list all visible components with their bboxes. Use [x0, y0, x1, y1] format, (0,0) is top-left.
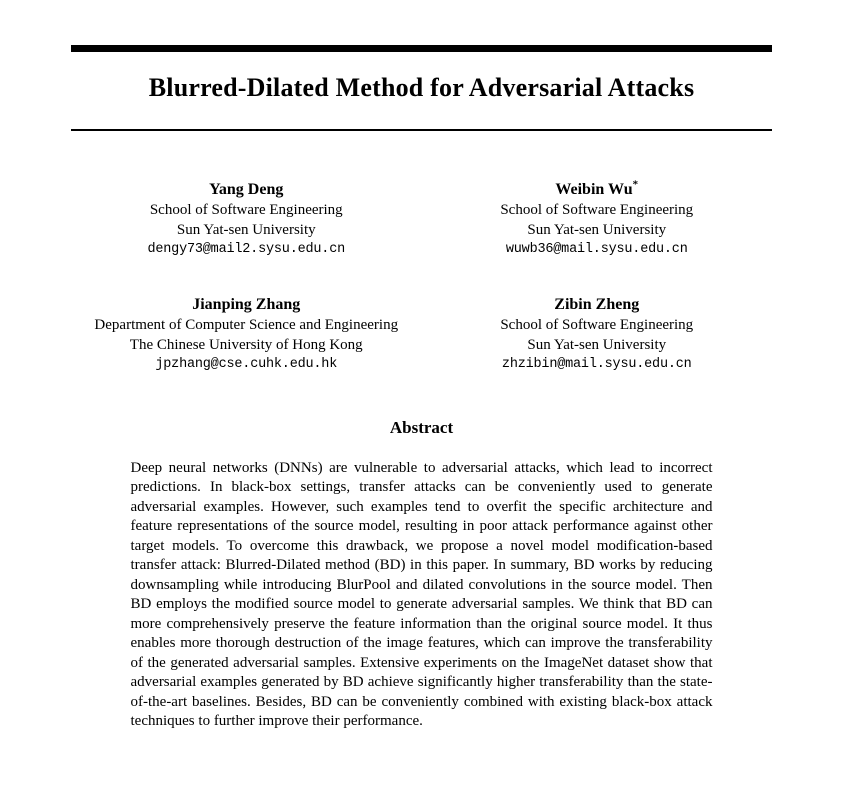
- author-email: dengy73@mail2.sysu.edu.cn: [147, 241, 346, 257]
- paper-page: [71, 0, 772, 732]
- author-name: [71, 180, 422, 200]
- author-department: School of Software Engineering: [500, 201, 694, 218]
- author-block-zibin-zheng: [422, 295, 773, 375]
- abstract-heading: Abstract: [389, 417, 454, 437]
- author-department: Department of Computer Science and Engineering: [94, 316, 399, 333]
- author-email: zhzibin@mail.sysu.edu.cn: [501, 356, 692, 372]
- author-name: [71, 295, 422, 315]
- paper-title: Blurred-Dilated Method for Adversarial Attacks: [148, 73, 695, 102]
- author-institution: Sun Yat-sen University: [527, 221, 667, 238]
- author-name-text: Zibin Zheng: [554, 295, 640, 313]
- author-name-text: Weibin Wu: [555, 180, 633, 198]
- author-email: jpzhang@cse.cuhk.edu.hk: [155, 356, 338, 372]
- author-name: [422, 180, 773, 200]
- authors-section: [71, 180, 772, 375]
- author-institution: The Chinese University of Hong Kong: [129, 336, 363, 353]
- author-note: *: [632, 178, 639, 191]
- top-rule: [71, 45, 772, 52]
- author-row: [71, 295, 772, 375]
- author-institution: Sun Yat-sen University: [527, 336, 667, 353]
- author-block-jianping-zhang: [71, 295, 422, 375]
- author-block-yang-deng: [71, 180, 422, 260]
- author-name-text: Yang Deng: [209, 180, 284, 198]
- author-name-text: Jianping Zhang: [192, 295, 301, 313]
- author-block-weibin-wu: [422, 180, 773, 260]
- author-row: [71, 180, 772, 260]
- title-rule: [71, 129, 772, 131]
- author-name: [422, 295, 773, 315]
- author-department: School of Software Engineering: [149, 201, 343, 218]
- author-institution: Sun Yat-sen University: [176, 221, 316, 238]
- author-department: School of Software Engineering: [500, 316, 694, 333]
- author-email: wuwb36@mail.sysu.edu.cn: [505, 241, 688, 257]
- abstract-text: Deep neural networks (DNNs) are vulnerable to adversarial attacks, which lead to incorrect predictions. In black-box settings, transfer attacks can be conveniently used to generate adversarial examples. However, such examples tend to overfit the specific architecture and feature representations of the source model, resulting in poor attack performance against other target models. To overcome this drawback, we propose a novel model modification-based transfer attack: Blurred-Dilated method (BD) in this paper. In summary, BD works by reducing downsampling while introducing BlurPool and dilated convolutions in the source model. Then BD employs the modified source model to generate adversarial samples. We think that BD can more comprehensively preserve the feature information than the original source model. It thus enables more thorough destruction of the image features, which can improve the transferability of the generated adversarial samples. Extensive experiments on the ImageNet dataset show that adversarial examples generated by BD achieve significantly higher transferability than the state-of-the-art baselines. Besides, BD can be conveniently combined with existing black-box attack techniques to further improve their performance.: [130, 459, 713, 729]
